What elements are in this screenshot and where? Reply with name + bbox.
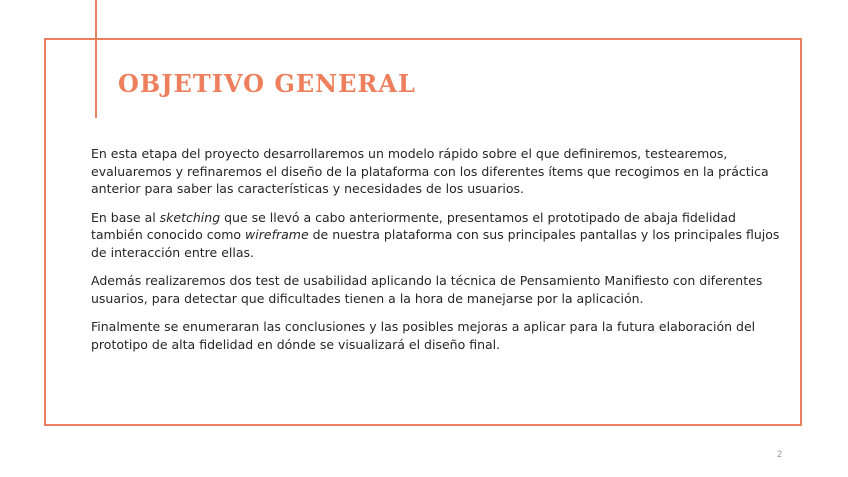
paragraph-sketching <box>91 209 791 262</box>
paragraph-intro: En esta etapa del proyecto desarrollaremos un modelo rápido sobre el que definiremos, testearemos, evaluaremos y refinaremos el diseño de la plataforma con los diferentes ítems que recogimos en la práctica anterior para saber las características y necesidades de los usuarios. <box>91 146 769 196</box>
emphasis-wireframe: wireframe <box>245 227 309 242</box>
slide-body <box>91 145 791 364</box>
accent-vertical-line <box>95 0 97 118</box>
paragraph-text: En base al <box>91 209 160 225</box>
slide-title: OBJETIVO GENERAL <box>118 69 416 98</box>
paragraph-usability: Además realizaremos dos test de usabilidad aplicando la técnica de Pensamiento Manifiesto con diferentes usuarios, para detectar que dificultades tienen a la hora de manejarse por la aplicación. <box>91 273 763 306</box>
page-number: 2 <box>776 449 782 459</box>
paragraph-conclusions: Finalmente se enumeraran las conclusiones y las posibles mejoras a aplicar para la futura elaboración del prototipo de alta fidelidad en dónde se visualizará el diseño final. <box>91 319 756 352</box>
emphasis-sketching: sketching <box>159 209 221 225</box>
paragraph-text: de nuestra plataforma con sus principales pantallas y los principales flujos de interacción entre ellas. <box>91 227 780 260</box>
paragraph-text: que se llevó a cabo anteriormente, presentamos el prototipado de abaja fidelidad también conocido como <box>91 209 736 242</box>
